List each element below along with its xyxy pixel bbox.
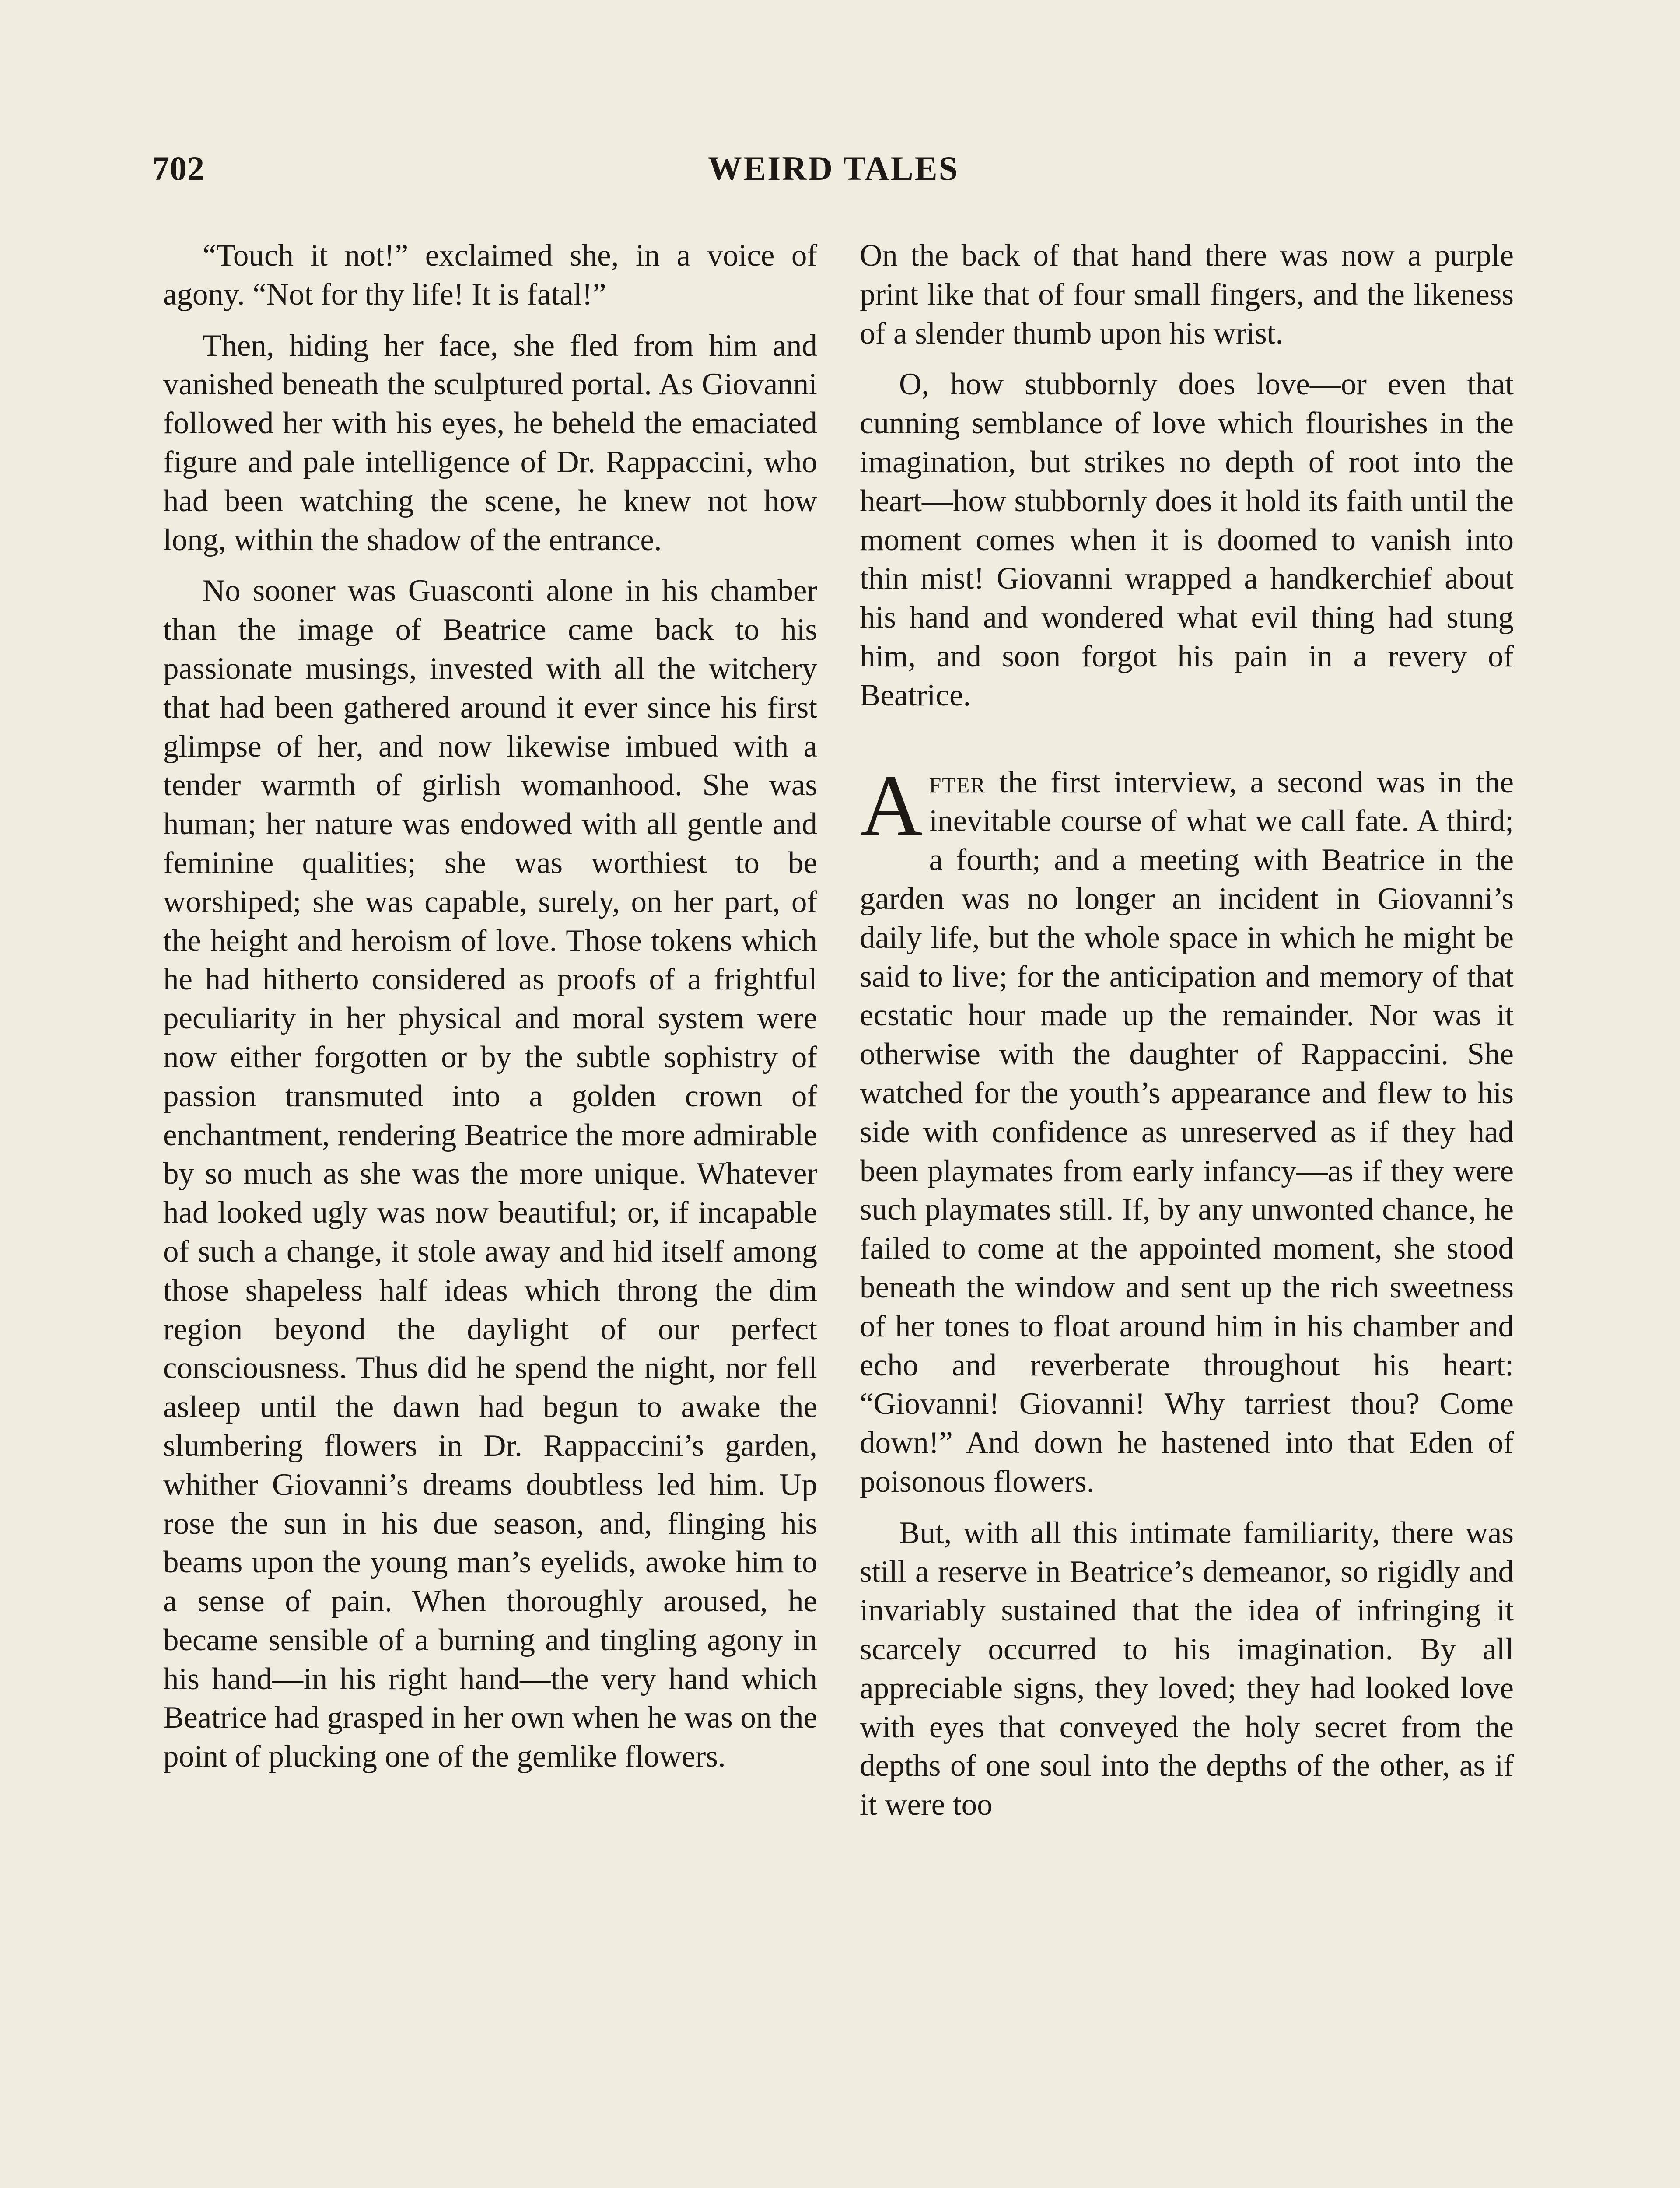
right-paragraph-1: On the back of that hand there was now a purple print like that of four small fingers, and the likeness of a slender thumb upon his wrist.	[860, 238, 1514, 351]
page-number: 702	[152, 149, 205, 187]
left-paragraph-1: “Touch it not!” exclaimed she, in a voice of agony. “Not for thy life! It is fatal!”	[163, 238, 817, 312]
right-paragraph-3	[860, 757, 1514, 1501]
right-column	[860, 236, 1514, 1837]
running-head: WEIRD TALES	[707, 149, 959, 187]
right-paragraph-3-text: the first interview, a second was in the inevitable course of what we call fate. A third; a fourth; and a meeting with Beatrice in the garden was no longer an incident in Giovanni’s daily life, but the whole space in which he might be said to live; for the anticipation and memory of that ecstatic hour made up the remainder. Nor was it otherwise with the daughter of Rappaccini. She watched for the youth’s appearance and flew to his side with confidence as unreserved as if they had been playmates from early infancy—as if they were such playmates still. If, by any unwonted chance, he failed to come at the appointed moment, she stood beneath the window and sent up the rich sweetness of her tones to float around him in his chamber and echo and reverberate throughout his heart: “Giovanni! Giovanni! Why tarriest thou? Come down!” And down he hastened into that Eden of poisonous flowers.	[860, 765, 1514, 1499]
right-paragraph-4: But, with all this intimate familiarity, there was still a reserve in Beatrice’s demeanor, so rigidly and invariably sustained that the idea of infringing it scarcely occurred to his imagination. By all appreciable signs, they loved; they had looked love with eyes that conveyed the holy secret from the depths of one soul into the depths of the other, as if it were too	[860, 1515, 1514, 1822]
left-paragraph-2: Then, hiding her face, she fled from him and vanished beneath the sculptured portal. As Giovanni followed her with his eyes, he beheld the emaciated figure and pale intelligence of Dr. Rappaccini, who had been watching the scene, he knew not how long, within the shadow of the entrance.	[163, 328, 817, 557]
left-paragraph-3: No sooner was Guasconti alone in his chamber than the image of Beatrice came back to his passionate musings, invested with all the witchery that had been gathered around it ever since his first glimpse of her, and now likewise imbued with a tender warmth of girlish womanhood. She was human; her nature was endowed with all gentle and feminine qualities; she was worthiest to be worshiped; she was capable, surely, on her part, of the height and heroism of love. Those tokens which he had hitherto considered as proofs of a frightful peculiarity in her physical and moral system were now either forgotten or by the subtle sophistry of passion transmuted into a golden crown of enchantment, rendering Beatrice the more admirable by so much as she was the more unique. Whatever had looked ugly was now beautiful; or, if incapable of such a change, it stole away and hid itself among those shapeless half ideas which throng the dim region beyond the daylight of our perfect consciousness. Thus did he spend the night, nor fell asleep until the dawn had begun to awake the slumbering flowers in Dr. Rappaccini’s garden, whither Giovanni’s dreams doubtless led him. Up rose the sun in his due season, and, flinging his beams upon the young man’s eyelids, awoke him to a sense of pain. When thoroughly aroused, he became sensible of a burning and tingling agony in his hand—in his right hand—the very hand which Beatrice had grasped in her own when he was on the point of plucking one of the gemlike flowers.	[163, 574, 817, 1774]
left-column	[163, 236, 817, 1788]
small-caps-lead: fter	[929, 765, 986, 799]
right-paragraph-2: O, how stubbornly does love—or even that cunning semblance of love which flourishes in the imagination, but strikes no depth of root into the heart—how stubbornly does it hold its faith until the moment comes when it is doomed to vanish into thin mist! Giovanni wrapped a handkerchief about his hand and wondered what evil thing had stung him, and soon forgot his pain in a revery of Beatrice.	[860, 367, 1514, 712]
drop-cap: A	[860, 757, 923, 854]
page-header	[152, 149, 1515, 197]
